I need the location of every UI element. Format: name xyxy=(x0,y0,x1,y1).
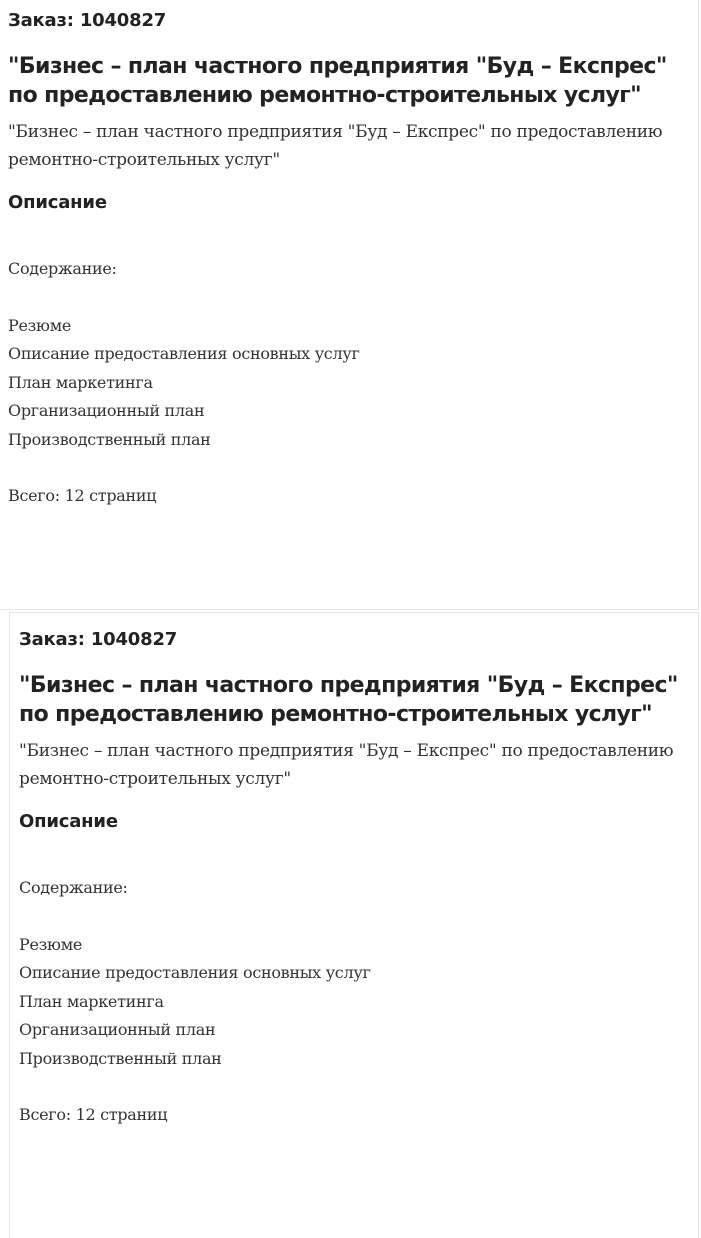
toc-item: План маркетинга xyxy=(8,372,153,392)
toc-item: Резюме xyxy=(19,934,83,954)
contents-label: Содержание: xyxy=(19,878,128,897)
toc-item: Организационный план xyxy=(19,1020,216,1039)
toc-item: Описание предоставления основных услуг xyxy=(19,963,371,982)
order-card-1 xyxy=(0,0,699,610)
order-subtitle: "Бизнес – план частного предприятия "Буд – Експрес" по предоставлению ремонтно-строительных услуг" xyxy=(19,741,674,789)
contents-label: Содержание: xyxy=(8,259,117,278)
order-title: "Бизнес – план частного предприятия "Буд – Експрес" по предоставлению ремонтно-строительных услуг" xyxy=(19,673,678,727)
table-of-contents xyxy=(19,931,389,1074)
total-pages: Всего: 12 страниц xyxy=(19,1105,168,1124)
order-subtitle: "Бизнес – план частного предприятия "Буд – Експрес" по предоставлению ремонтно-строительных услуг" xyxy=(8,122,663,170)
order-title: "Бизнес – план частного предприятия "Буд – Експрес" по предоставлению ремонтно-строительных услуг" xyxy=(8,54,667,108)
description-heading: Описание xyxy=(8,192,107,213)
order-number: Заказ: 1040827 xyxy=(8,10,167,31)
toc-item: Производственный план xyxy=(19,1048,222,1068)
toc-item: План маркетинга xyxy=(19,991,164,1011)
order-card-2 xyxy=(9,612,699,1238)
order-number: Заказ: 1040827 xyxy=(19,629,178,650)
toc-item: Резюме xyxy=(8,315,72,335)
toc-item: Описание предоставления основных услуг xyxy=(8,344,360,363)
toc-item: Организационный план xyxy=(8,401,205,420)
table-of-contents xyxy=(8,312,378,455)
toc-item: Производственный план xyxy=(8,429,211,449)
description-heading: Описание xyxy=(19,811,118,832)
total-pages: Всего: 12 страниц xyxy=(8,486,157,505)
